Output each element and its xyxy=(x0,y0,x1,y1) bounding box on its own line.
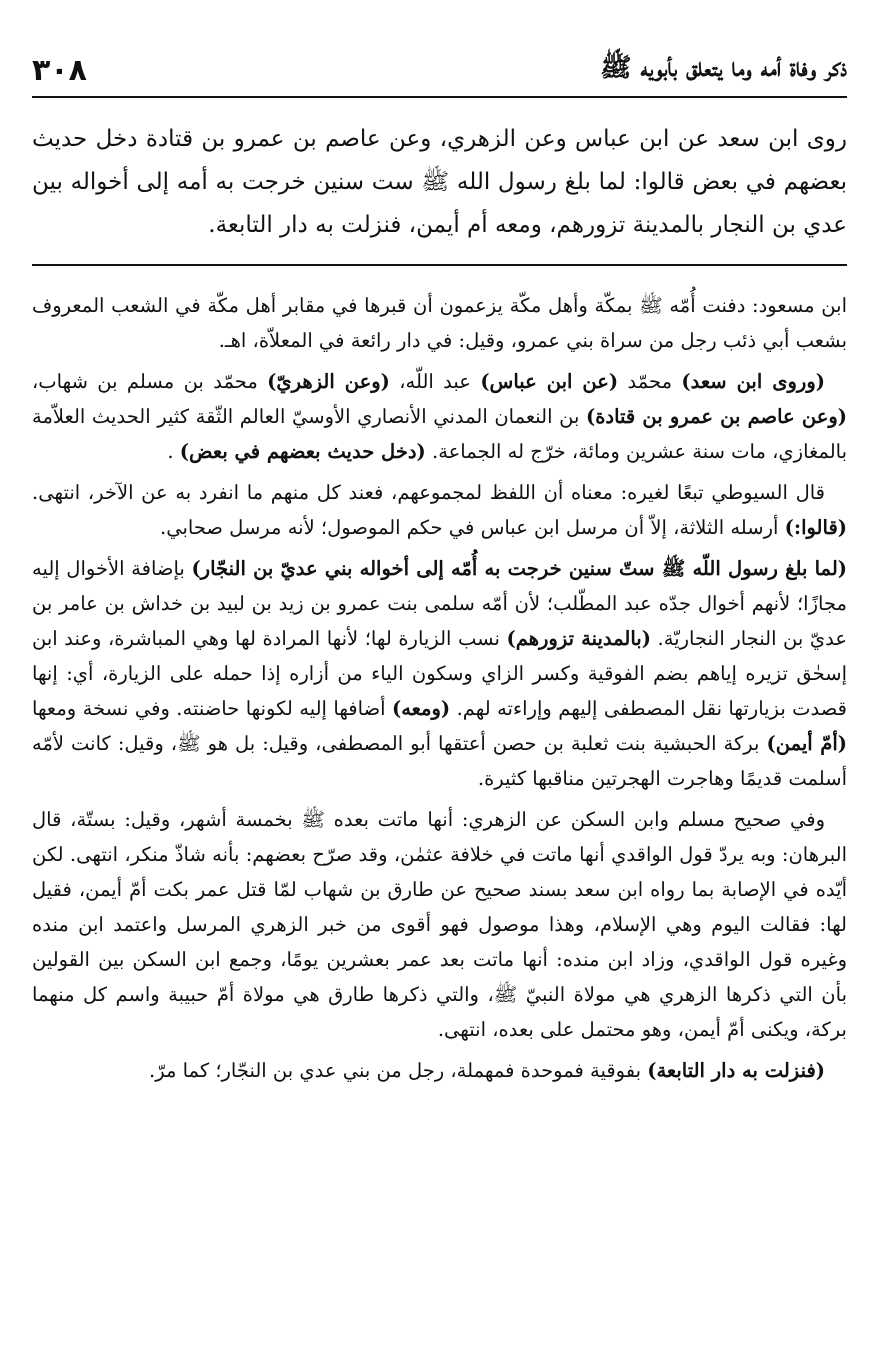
page-number: ٣٠٨ xyxy=(32,52,87,88)
commentary-paragraph-6 xyxy=(32,1053,847,1088)
quoted-phrase: (دخل حديث بعضهم في بعض) xyxy=(179,440,426,463)
quoted-phrase: (وعن عاصم بن عمرو بن قتادة) xyxy=(585,405,847,428)
commentary-text: بفوقية فموحدة فمهملة، رجل من بني عدي بن النجّار؛ كما مرّ. xyxy=(149,1059,648,1082)
commentary-text: عبد اللّه، xyxy=(389,370,481,393)
commentary-text: . xyxy=(167,440,180,463)
commentary-text: محمّد xyxy=(618,370,682,393)
header-rule xyxy=(32,96,847,98)
quoted-phrase: (عن ابن عباس) xyxy=(480,370,619,393)
quoted-phrase: (وروى ابن سعد) xyxy=(681,370,825,393)
separator-rule xyxy=(32,264,847,266)
commentary-text: نسب الزيارة لها؛ لأنها المرادة لها وهي المباشرة، وعند ابن إسحٰق تزيره إياهم بضم الفوقية وكسر الزاي وسكون الياء من أزاره إذا حمله على الزيارة، أي: إنها قصدت بزيارتها نقل المصطفى إليهم وإراءته لهم. xyxy=(32,627,847,720)
page-header xyxy=(32,46,847,94)
commentary-text: محمّد بن مسلم بن شهاب، xyxy=(32,370,268,393)
quoted-phrase: (قالوا:) xyxy=(784,516,847,539)
commentary-text: ابن مسعود: دفنت أُمّه ﷺ بمكّة وأهل مكّة يزعمون أن قبرها في مقابر أهل مكّة في الشعب المعروف بشعب أبي ذئب رجل من سراة بني عمرو، وقيل: في دار رائعة في المعلاّة، اهـ. xyxy=(32,294,847,352)
commentary-paragraph-5 xyxy=(32,802,847,1047)
commentary-paragraph-2 xyxy=(32,364,847,469)
commentary-text: بركة الحبشية بنت ثعلبة بن حصن أعتقها أبو المصطفى، وقيل: بل هو ﷺ، وقيل: كانت لأمّه أسلمت قديمًا وهاجرت الهجرتين مناقبها كثيرة. xyxy=(32,732,847,790)
quoted-phrase: (وعن الزهريّ) xyxy=(267,370,390,393)
commentary-text: بإضافة الأخوال إليه مجازًا؛ لأنهم أخوال جدّه عبد المطّلب؛ لأن أمّه سلمى بنت عمرو بن زيد بن لبيد بن خداش بن عامر بن عديّ بن النجار النجاريّة. xyxy=(32,557,847,650)
quoted-phrase: (بالمدينة تزورهم) xyxy=(506,627,651,650)
main-text xyxy=(32,118,847,247)
commentary-paragraph-4 xyxy=(32,551,847,796)
main-text-body: روى ابن سعد عن ابن عباس وعن الزهري، وعن عاصم بن عمرو بن قتادة دخل حديث بعضهم في بعض قالوا: لما بلغ رسول الله ﷺ ست سنين خرجت به أمه إلى أخواله بين عدي بن النجار بالمدينة تزورهم، ومعه أم أيمن، فنزلت به دار التابعة. xyxy=(32,126,847,238)
quoted-phrase: (ومعه) xyxy=(391,697,451,720)
quoted-phrase: (لما بلغ رسول اللّه ﷺ ستّ سنين خرجت به أُمّه إلى أخواله بني عديّ بن النجّار) xyxy=(191,557,847,580)
commentary-text: أضافها إليه لكونها حاضنته. وفي نسخة ومعها xyxy=(32,697,392,720)
commentary-text: أرسله الثلاثة، إلاّ أن مرسل ابن عباس في حكم الموصول؛ لأنه مرسل صحابي. xyxy=(160,516,785,539)
commentary xyxy=(32,288,847,1094)
commentary-text: بن النعمان المدني الأنصاري الأوسيّ العالم الثّقة كثير الحديث العلاّمة بالمغازي، مات سنة عشرين ومائة، خرّج له الجماعة. xyxy=(32,405,847,463)
commentary-text: قال السيوطي تبعًا لغيره: معناه أن اللفظ لمجموعهم، فعند كل منهم ما انفرد به عن الآخر، انتهى. xyxy=(32,481,825,504)
quoted-phrase: (أمّ أيمن) xyxy=(766,732,848,755)
commentary-paragraph-1 xyxy=(32,288,847,358)
running-title: ذكر وفاة أمه وما يتعلق بأبويه ﷺ xyxy=(600,53,847,83)
commentary-text: وفي صحيح مسلم وابن السكن عن الزهري: أنها ماتت بعده ﷺ بخمسة أشهر، وقيل: بستّة، قال البرهان: وبه يردّ قول الواقدي أنها ماتت في خلافة عثمٰن، وقد صرّح بعضهم: بأنه شاذّ منكر، انتهى. لكن أيّده في الإصابة بما رواه ابن سعد بسند صحيح عن طارق بن شهاب لمّا قتل عمر بكت أمّ أيمن، فقيل لها: فقالت اليوم وهي الإسلام، وهذا موصول فهو أقوى من خبر الزهري المرسل واعتمد ابن منده وغيره قول الواقدي، وزاد ابن منده: أنها ماتت بعد عمر بعشرين يومًا، وجمع ابن السكن بين القولين بأن التي ذكرها الزهري هي مولاة النبيّ ﷺ، والتي ذكرها طارق هي مولاة أمّ حبيبة واسم كل منهما بركة، ويكنى أمّ أيمن، وهو محتمل على بعده، انتهى. xyxy=(32,808,847,1041)
quoted-phrase: (فنزلت به دار التابعة) xyxy=(647,1059,825,1082)
commentary-paragraph-3 xyxy=(32,475,847,545)
